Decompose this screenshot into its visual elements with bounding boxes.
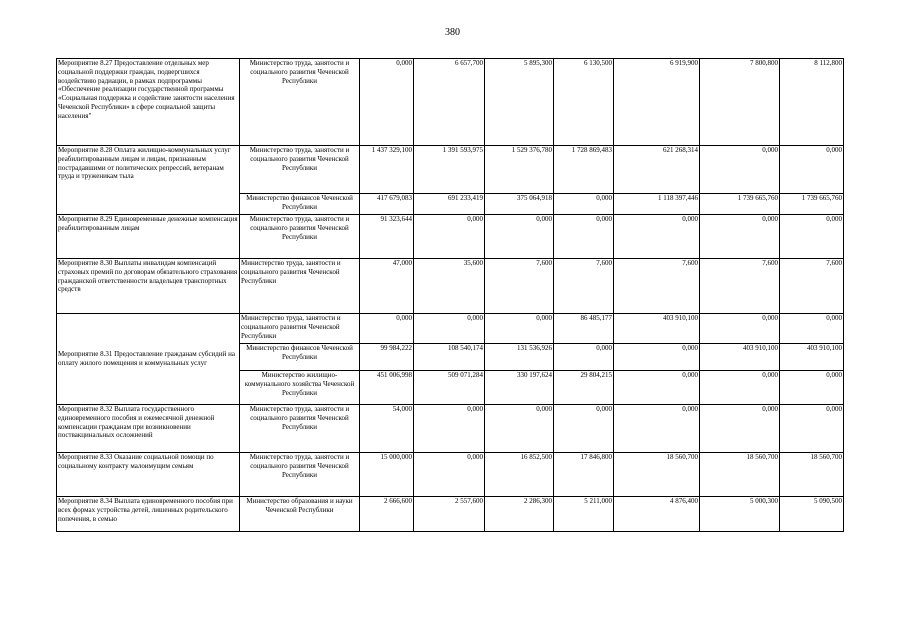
value-cell: 403 910,100 — [614, 314, 700, 344]
value-cell: 47,000 — [360, 259, 414, 314]
value-cell: 0,000 — [554, 344, 614, 371]
value-cell: 18 560,700 — [614, 453, 700, 497]
table-row — [57, 453, 844, 497]
value-cell: 0,000 — [780, 215, 844, 259]
value-cell: 621 268,314 — [614, 146, 700, 194]
value-cell: 99 984,222 — [360, 344, 414, 371]
ministry-name: Министерство труда, занятости и социального развития Чеченской Республики — [240, 259, 360, 314]
value-cell: 451 006,998 — [360, 371, 414, 405]
value-cell: 6 657,700 — [414, 59, 485, 146]
value-cell: 0,000 — [554, 215, 614, 259]
value-cell: 0,000 — [485, 405, 554, 453]
value-cell: 0,000 — [414, 314, 485, 344]
value-cell: 7,600 — [554, 259, 614, 314]
table-row — [57, 497, 844, 532]
value-cell: 0,000 — [414, 453, 485, 497]
ministry-name: Министерство жилищно-коммунального хозяйства Чеченской Республики — [240, 371, 360, 405]
value-cell: 375 064,918 — [485, 194, 554, 215]
ministry-name: Министерство образования и науки Чеченской Республики — [240, 497, 360, 532]
value-cell: 7,600 — [485, 259, 554, 314]
value-cell: 0,000 — [614, 405, 700, 453]
ministry-name: Министерство труда, занятости и социального развития Чеченской Республики — [240, 405, 360, 453]
ministry-name: Министерство труда, занятости и социального развития Чеченской Республики — [240, 59, 360, 146]
value-cell: 1 739 665,760 — [700, 194, 780, 215]
measure-name: Мероприятие 8.27 Предоставление отдельных мер социальной поддержки граждан, подвергшихся воздействию радиации, в рамках подпрограммы «Обеспечение реализации государственной программы «Социальная поддержка и содействие занятости населения Чеченской Республики» в сфере социальной защиты населения" — [57, 59, 240, 146]
value-cell: 0,000 — [700, 215, 780, 259]
value-cell: 18 560,700 — [780, 453, 844, 497]
value-cell: 16 852,500 — [485, 453, 554, 497]
value-cell: 6 130,500 — [554, 59, 614, 146]
table-row — [57, 314, 844, 344]
value-cell: 0,000 — [614, 215, 700, 259]
measure-name: Мероприятие 8.32 Выплата государственного единовременного пособия и ежемесячной денежной компенсации гражданам при возникновении поствакцинальных осложнений — [57, 405, 240, 453]
measure-name: Мероприятие 8.29 Единовременные денежные компенсация реабилитированным лицам — [57, 215, 240, 259]
value-cell: 0,000 — [780, 314, 844, 344]
value-cell: 17 846,800 — [554, 453, 614, 497]
value-cell: 0,000 — [780, 146, 844, 194]
value-cell: 0,000 — [554, 405, 614, 453]
page-number: 380 — [445, 27, 460, 38]
value-cell: 15 000,000 — [360, 453, 414, 497]
ministry-name: Министерство финансов Чеченской Республики — [240, 194, 360, 215]
value-cell: 131 536,926 — [485, 344, 554, 371]
measure-name: Мероприятие 8.33 Оказание социальной помощи по социальному контракту малоимущим семьям — [57, 453, 240, 497]
ministry-name: Министерство труда, занятости и социального развития Чеченской Республики — [240, 215, 360, 259]
value-cell: 5 090,500 — [780, 497, 844, 532]
value-cell: 691 233,419 — [414, 194, 485, 215]
value-cell: 0,000 — [360, 314, 414, 344]
value-cell: 7 800,800 — [700, 59, 780, 146]
value-cell: 0,000 — [700, 405, 780, 453]
measure-name: Мероприятие 8.28 Оплата жилищно-коммунальных услуг реабилитированным лицам и лицам, признанным пострадавшими от политических репрессий, ветеранам труда и труженикам тыла — [57, 146, 240, 215]
value-cell: 108 540,174 — [414, 344, 485, 371]
value-cell: 403 910,100 — [700, 344, 780, 371]
value-cell: 2 666,600 — [360, 497, 414, 532]
value-cell: 0,000 — [554, 194, 614, 215]
value-cell: 0,000 — [780, 405, 844, 453]
value-cell: 0,000 — [360, 59, 414, 146]
table-row — [57, 259, 844, 314]
value-cell: 0,000 — [700, 146, 780, 194]
value-cell: 417 679,083 — [360, 194, 414, 215]
value-cell: 0,000 — [414, 215, 485, 259]
value-cell: 2 557,600 — [414, 497, 485, 532]
measure-name: Мероприятие 8.31 Предоставление гражданам субсидий на оплату жилого помещения и коммунальных услуг — [57, 314, 240, 405]
value-cell: 7,600 — [700, 259, 780, 314]
value-cell: 8 112,800 — [780, 59, 844, 146]
budget-table — [56, 58, 844, 532]
value-cell: 1 739 665,760 — [780, 194, 844, 215]
value-cell: 6 919,900 — [614, 59, 700, 146]
value-cell: 5 211,000 — [554, 497, 614, 532]
value-cell: 403 910,100 — [780, 344, 844, 371]
value-cell: 0,000 — [780, 371, 844, 405]
value-cell: 509 071,284 — [414, 371, 485, 405]
value-cell: 2 286,300 — [485, 497, 554, 532]
value-cell: 0,000 — [700, 314, 780, 344]
value-cell: 7,600 — [614, 259, 700, 314]
value-cell: 1 391 593,975 — [414, 146, 485, 194]
ministry-name: Министерство труда, занятости и социального развития Чеченской Республики — [240, 146, 360, 194]
ministry-name: Министерство финансов Чеченской Республики — [240, 344, 360, 371]
measure-name: Мероприятие 8.30 Выплаты инвалидам компенсаций страховых премий по договорам обязательного страхования гражданской ответственности владельцев транспортных средств — [57, 259, 240, 314]
value-cell: 0,000 — [414, 405, 485, 453]
value-cell: 35,600 — [414, 259, 485, 314]
value-cell: 0,000 — [614, 371, 700, 405]
value-cell: 1 118 397,446 — [614, 194, 700, 215]
ministry-name: Министерство труда, занятости и социального развития Чеченской Республики — [240, 453, 360, 497]
value-cell: 1 437 329,100 — [360, 146, 414, 194]
value-cell: 0,000 — [700, 371, 780, 405]
table-row — [57, 59, 844, 146]
value-cell: 1 728 869,483 — [554, 146, 614, 194]
value-cell: 7,600 — [780, 259, 844, 314]
ministry-name: Министерство труда, занятости и социального развития Чеченской Республики — [240, 314, 360, 344]
value-cell: 0,000 — [614, 344, 700, 371]
value-cell: 18 560,700 — [700, 453, 780, 497]
value-cell: 86 485,177 — [554, 314, 614, 344]
value-cell: 1 529 376,780 — [485, 146, 554, 194]
value-cell: 330 197,624 — [485, 371, 554, 405]
value-cell: 0,000 — [485, 314, 554, 344]
table-row — [57, 146, 844, 194]
measure-name: Мероприятие 8.34 Выплата единовременного пособия при всех формах устройства детей, лишенных родительского попечения, в семью — [57, 497, 240, 532]
table-row — [57, 215, 844, 259]
value-cell: 29 804,215 — [554, 371, 614, 405]
value-cell: 91 323,644 — [360, 215, 414, 259]
value-cell: 54,000 — [360, 405, 414, 453]
value-cell: 0,000 — [485, 215, 554, 259]
value-cell: 5 895,300 — [485, 59, 554, 146]
table-row — [57, 405, 844, 453]
value-cell: 4 876,400 — [614, 497, 700, 532]
value-cell: 5 000,300 — [700, 497, 780, 532]
